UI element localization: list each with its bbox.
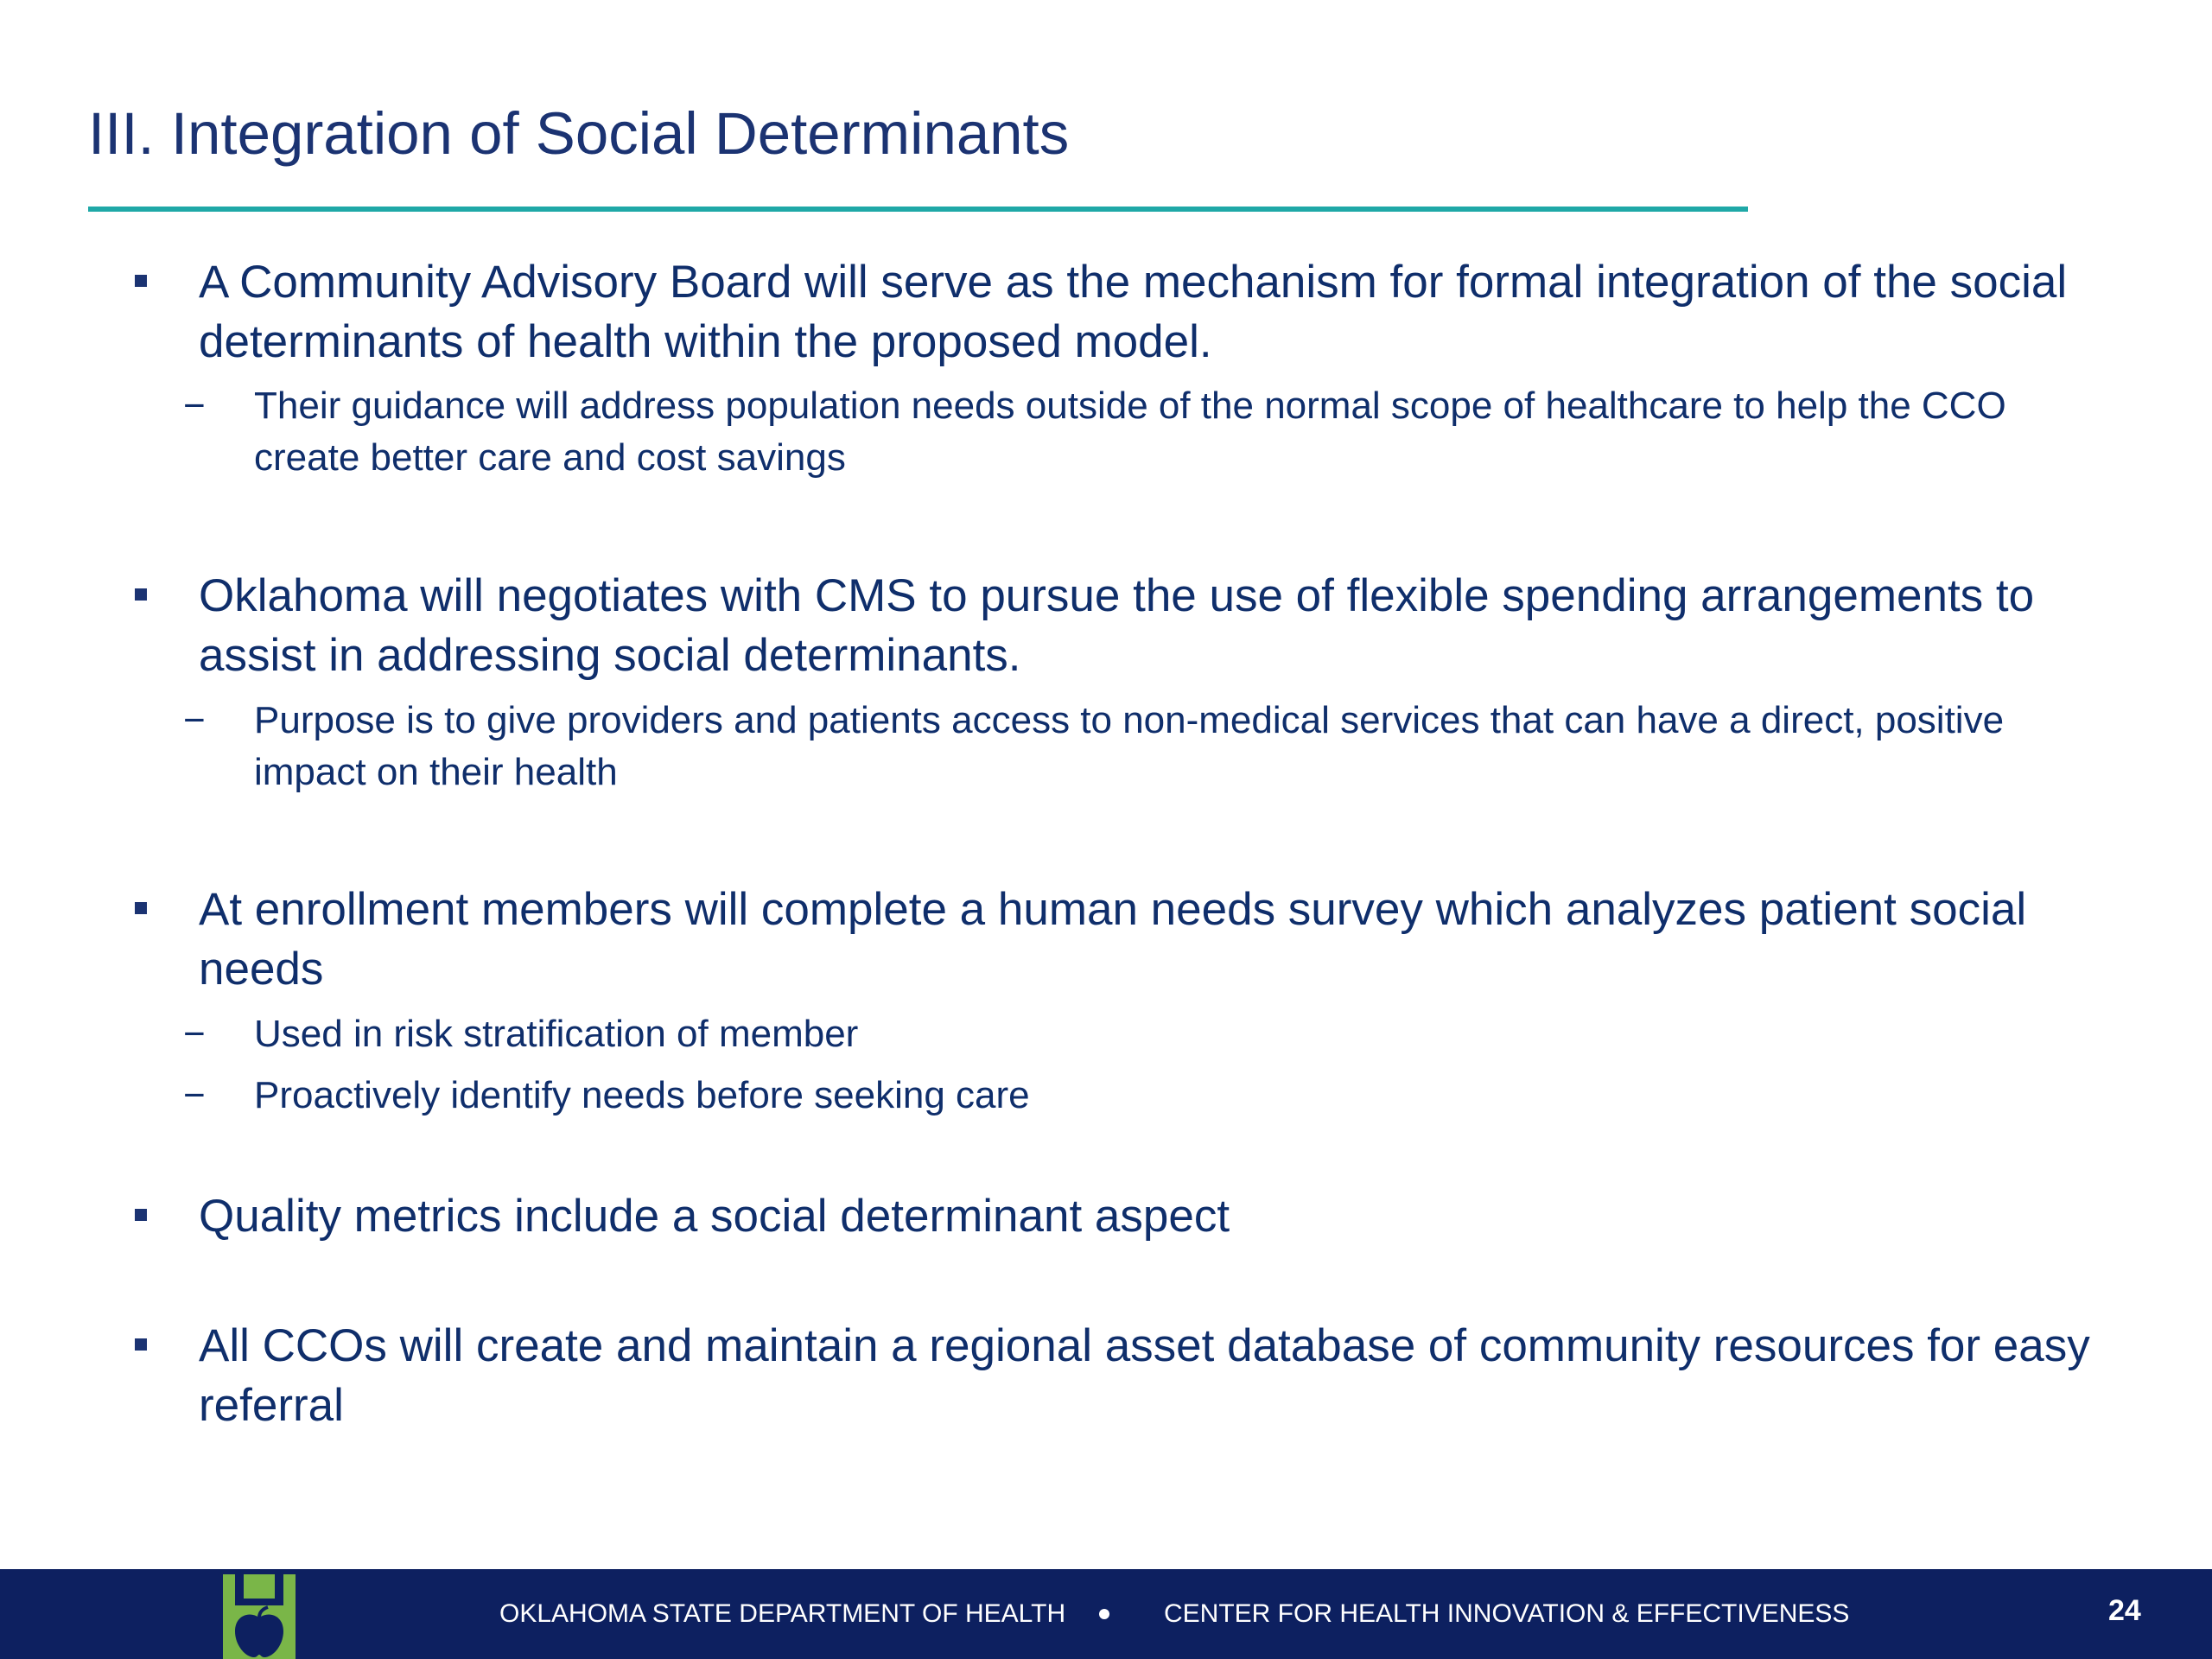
sub-bullet-text: Used in risk stratification of member (254, 1013, 859, 1055)
footer-org-name: OKLAHOMA STATE DEPARTMENT OF HEALTH (499, 1599, 1066, 1628)
square-bullet-icon (135, 588, 147, 601)
sub-bullet-text: Their guidance will address population needs outside of the normal scope of healthcare to help the CCO create better care and cost savings (254, 385, 2006, 479)
bullet-text: At enrollment members will complete a human needs survey which analyzes patient social needs (199, 884, 2027, 995)
square-bullet-icon (135, 1209, 147, 1221)
footer-center-name: CENTER FOR HEALTH INNOVATION & EFFECTIVENESS (1164, 1599, 1850, 1628)
sub-bullet-text: Purpose is to give providers and patients access to non-medical services that can have a direct, positive impact on their health (254, 699, 2005, 793)
sub-bullet-text: Proactively identify needs before seeking care (254, 1074, 1030, 1116)
apple-logo-icon (223, 1574, 296, 1659)
dash-bullet-icon: − (183, 1013, 206, 1055)
dash-bullet-icon: − (183, 1074, 206, 1116)
bullet-text: Oklahoma will negotiates with CMS to pursue the use of flexible spending arrangements to assist in addressing social determinants. (199, 570, 2035, 681)
dash-bullet-icon: − (183, 699, 206, 741)
dash-bullet-icon: − (183, 385, 206, 427)
bullet-text: A Community Advisory Board will serve as the mechanism for formal integration of the social determinants of health within the proposed model. (199, 257, 2068, 367)
footer-separator-dot (1099, 1609, 1109, 1619)
square-bullet-icon (135, 275, 147, 287)
square-bullet-icon (135, 1338, 147, 1351)
square-bullet-icon (135, 902, 147, 914)
bullet-text: All CCOs will create and maintain a regional asset database of community resources for easy referral (199, 1320, 2090, 1431)
slide-title: III. Integration of Social Determinants (88, 100, 1070, 167)
page-number: 24 (2108, 1594, 2141, 1627)
bullet-text: Quality metrics include a social determinant aspect (199, 1191, 1230, 1242)
